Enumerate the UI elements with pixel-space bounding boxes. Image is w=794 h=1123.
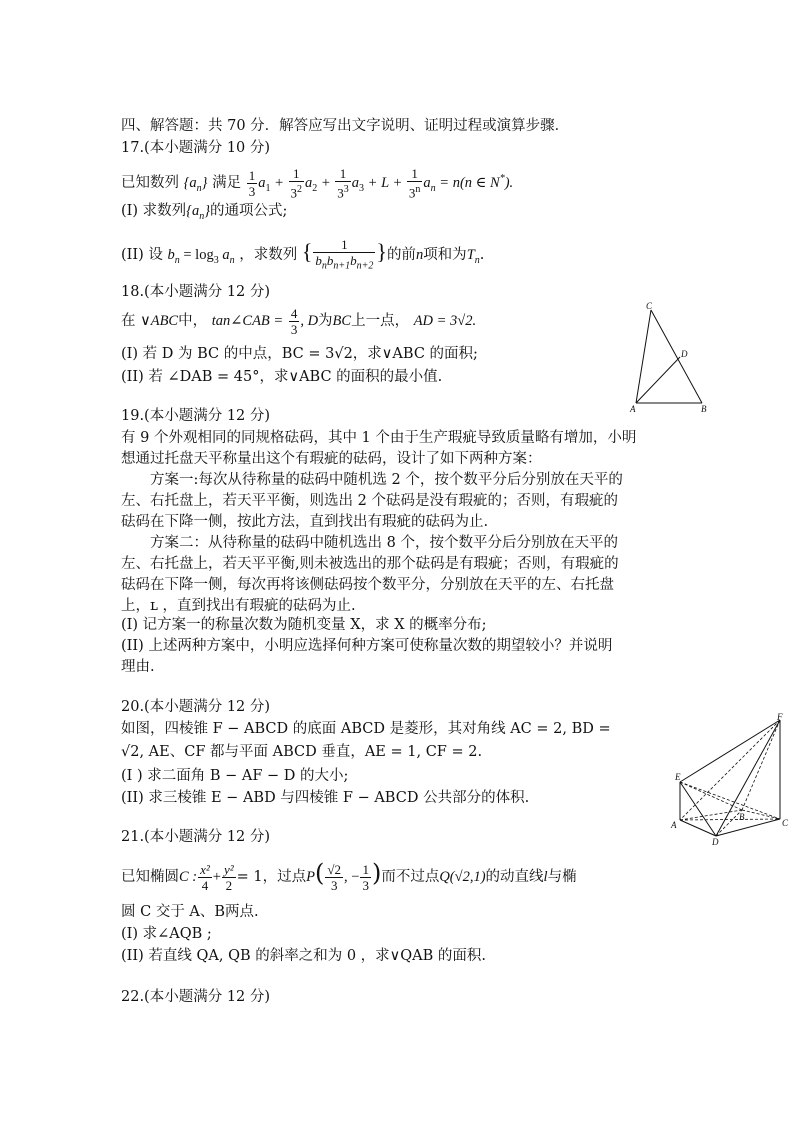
P-x-numerator: √2 bbox=[327, 861, 342, 877]
label-A: A bbox=[630, 404, 636, 414]
frac-numerator: 4 bbox=[290, 305, 298, 321]
part2-end: . bbox=[479, 247, 485, 263]
stem-tail: 的动直线 bbox=[485, 869, 544, 885]
plus-sign: + bbox=[212, 869, 221, 885]
label-C: C bbox=[782, 818, 789, 828]
x-denominator: 4 bbox=[201, 877, 209, 893]
problem-21-part-2: (II) 若直线 QA, QB 的斜率之和为 0 ，求∨QAB 的面积. bbox=[121, 948, 487, 964]
label-C: C bbox=[646, 301, 653, 311]
problem-18-part-1: (I) 若 D 为 BC 的中点，BC = 3√2，求∨ABC 的面积; bbox=[121, 346, 478, 362]
b-sub: n bbox=[174, 254, 180, 266]
problem-17-heading: 17.(本小题满分 10 分) bbox=[121, 140, 271, 156]
sequence-fraction: $\frac{1}{b_nb_{n+1}b_{n+2}}$ bbox=[315, 236, 374, 272]
recurrence-formula: $\frac{1}{3}$ $a_1$ + $\frac{1}{3^2}$ $a_2$ + $\frac{1}{3^3}$ $a_3 + L$ + $\frac{1}{3^n}$ $a_n = n(n$ ∈ N*). bbox=[248, 166, 514, 201]
part2-suffix: 的前 bbox=[386, 247, 416, 263]
label-B: B bbox=[739, 812, 745, 822]
stem-mid: 中， bbox=[178, 313, 208, 329]
stem-point: 上一点， bbox=[351, 313, 410, 329]
part2-prefix: (II) 设 bbox=[121, 247, 163, 263]
problem-19-line: 想通过托盘天平称量出这个有瑕疵的砝码，设计了如下两种方案： bbox=[121, 451, 542, 467]
problem-20-heading: 20.(本小题满分 12 分) bbox=[121, 699, 271, 715]
problem-19-line: 方案二：从待称量的砝码中随机选出 8 个，按个数平分后分别放在天平的 bbox=[121, 535, 618, 551]
problem-17-part-1 bbox=[121, 200, 287, 228]
problem-20-part-2: (II) 求三棱锥 E − ABD 与四棱锥 F − ABCD 公共部分的体积. bbox=[121, 790, 530, 806]
stem-on: 为 bbox=[318, 313, 333, 329]
problem-19-line: 左、右托盘上，若天平平衡,则未被选出的那个砝码是有瑕疵；否则，有瑕疵的 bbox=[121, 556, 619, 572]
pyramid-figure bbox=[666, 712, 792, 848]
label-E: E bbox=[675, 772, 681, 782]
T-symbol: T bbox=[466, 247, 475, 263]
n-symbol: n bbox=[415, 247, 424, 263]
a-sub: n bbox=[229, 254, 235, 266]
line-l: l bbox=[543, 869, 548, 885]
problem-21-stem: 已知椭圆C : $\frac{\text{x²}}{4}$ + $\frac{\text{y²}}{2}$ = 1，过点P( $\frac{√2}{3}$ , − $\frac{1}{3}$ )而不过点Q(√2,1)的动直线l与椭 bbox=[121, 859, 577, 893]
comma-minus: , − bbox=[344, 869, 360, 885]
a-symbol: a bbox=[222, 247, 230, 263]
P-x-denominator: 3 bbox=[330, 877, 338, 893]
problem-20-part-1: (I ) 求二面角 B − AF − D 的大小; bbox=[121, 768, 349, 784]
problem-18-stem bbox=[121, 304, 476, 338]
problem-19-part-2: (II) 上述两种方案中，小明应选择何种方案可使称量次数的期望较小？并说明 bbox=[121, 638, 613, 654]
problem-19-line: 有 9 个外观相同的同规格砝码，其中 1 个由于生产瑕疵导致质量略有增加，小明 bbox=[121, 430, 637, 446]
seq-symbol: {a bbox=[186, 203, 200, 219]
seq-end: } bbox=[204, 203, 211, 219]
problem-20-line: √2, AE、CF 都与平面 ABCD 垂直，AE = 1, CF = 2. bbox=[121, 744, 483, 760]
ellipse-eq: = 1，过点 bbox=[236, 869, 307, 885]
formula-sup: * bbox=[499, 173, 505, 184]
stem-end: 与椭 bbox=[547, 869, 577, 885]
problem-19-part-1: (I) 记方案一的称量次数为随机变量 X，求 X 的概率分布; bbox=[121, 617, 487, 633]
stem-mid: 而不过点 bbox=[381, 869, 440, 885]
seq-symbol: {a bbox=[183, 174, 197, 191]
stem-mid: 满足 bbox=[212, 174, 242, 191]
point-P: P bbox=[306, 869, 315, 885]
label-A: A bbox=[671, 820, 677, 830]
problem-19-heading: 19.(本小题满分 12 分) bbox=[121, 408, 271, 424]
point-Q: Q(√2,1) bbox=[439, 869, 486, 885]
P-y-numerator: 1 bbox=[362, 861, 369, 877]
seq-sub: n bbox=[196, 182, 202, 194]
stem-prefix: 已知数列 bbox=[121, 174, 179, 191]
point-D: , D bbox=[300, 313, 319, 329]
ellipse-C: C : bbox=[179, 869, 198, 885]
y-squared: y² bbox=[223, 861, 234, 877]
triangle-symbol: ∨ABC bbox=[140, 313, 179, 329]
problem-21-heading: 21.(本小题满分 12 分) bbox=[121, 829, 271, 845]
problem-20-line: 如图，四棱锥 F − ABCD 的底面 ABCD 是菱形，其对角线 AC = 2, BD = bbox=[121, 721, 611, 737]
formula-rest: = n(n ∈ N bbox=[439, 174, 500, 191]
x-squared: x² bbox=[200, 861, 210, 877]
problem-19-line: 砝码在下降一侧，按此方法，直到找出有瑕疵的砝码为止. bbox=[121, 514, 489, 530]
problem-19-line: 左、右托盘上，若天平平衡，则选出 2 个砝码是没有瑕疵的；否则，有瑕疵的 bbox=[121, 493, 618, 509]
log-eq: = log bbox=[183, 247, 214, 263]
stem-prefix: 在 bbox=[121, 313, 136, 329]
problem-21-stem-cont: 圆 C 交于 A、B两点. bbox=[121, 904, 259, 920]
seq-end: } bbox=[201, 174, 208, 191]
part2-tail: 项和为 bbox=[423, 247, 467, 263]
seq-sub: n bbox=[199, 210, 205, 222]
part1-prefix: (I) 求数列 bbox=[121, 203, 187, 219]
log-base: 3 bbox=[213, 254, 219, 266]
problem-21-part-1: (I) 求∠AQB ; bbox=[121, 926, 212, 942]
AD-value: AD = 3√2. bbox=[413, 313, 477, 329]
problem-19-part-2-cont: 理由. bbox=[121, 659, 155, 675]
triangle-figure bbox=[626, 300, 716, 416]
problem-19-line: 方案一:每次从待称量的砝码中随机选 2 个，按个数平分后分别放在天平的 bbox=[121, 472, 623, 488]
part2-mid: ，求数列 bbox=[239, 247, 298, 263]
part1-suffix: 的通项公式; bbox=[210, 203, 288, 219]
problem-22-heading: 22.(本小题满分 12 分) bbox=[121, 989, 271, 1005]
y-denominator: 2 bbox=[225, 877, 233, 893]
label-B: B bbox=[701, 404, 707, 414]
stem-prefix: 已知椭圆 bbox=[121, 869, 179, 885]
formula-end: ). bbox=[504, 174, 514, 191]
frac-denominator: 3 bbox=[290, 321, 298, 337]
label-F: F bbox=[777, 712, 783, 722]
segment-BC: BC bbox=[332, 313, 352, 329]
problem-18-heading: 18.(本小题满分 12 分) bbox=[121, 284, 271, 300]
b-symbol: b bbox=[167, 247, 175, 263]
tan-expression: tan∠CAB = bbox=[211, 313, 284, 329]
problem-17-part-2 bbox=[121, 234, 484, 279]
problem-18-part-2: (II) 若 ∠DAB = 45°，求∨ABC 的面积的最小值. bbox=[121, 369, 443, 385]
P-y-denominator: 3 bbox=[362, 877, 369, 893]
label-D: D bbox=[681, 349, 688, 359]
label-D: D bbox=[712, 837, 719, 847]
brace-close: } bbox=[376, 239, 387, 264]
brace-open: { bbox=[301, 239, 313, 264]
problem-19-line: 上，ʟ ，直到找出有瑕疵的砝码为止. bbox=[121, 598, 356, 614]
T-sub: n bbox=[474, 254, 480, 266]
problem-19-line: 砝码在下降一侧，每次再将该侧砝码按个数平分，分别放在天平的左、右托盘 bbox=[121, 577, 614, 593]
section-header: 四、解答题：共 70 分．解答应写出文字说明、证明过程或演算步骤． bbox=[121, 118, 570, 134]
